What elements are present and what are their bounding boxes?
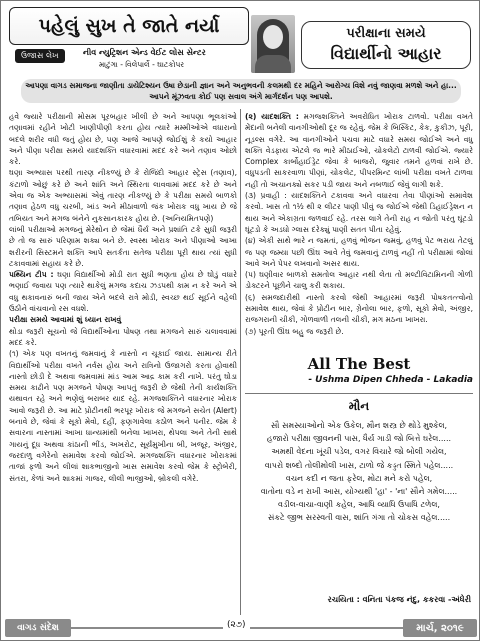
left-paragraph-3: લાંબી પરીક્ષાઓ મગજનું મેરેથોન છે જેમાં ધૈર્ય અને પ્રશાંતિ ટકે સુધી જરૂરી છે તો જ સારું પરિણામ શક્ય બને છે. સ્વસ્થ ખોરાક અને પીણાઓ આખા શરીરની સિસ્ટમને શક્તિ આપે સતર્કતા સતેજ પરીક્ષા પૂરી થાય ત્યાં સુધી ટકાવવામાં સહાય કરે છે.: [9, 224, 237, 268]
magazine-name: વાગડ સંદેશ: [5, 619, 71, 637]
author-photo-body: [255, 55, 291, 73]
topic-line2: વિદ્યાર્થીનો આહાર: [330, 44, 442, 63]
poem-line: વચન કદી ન જતા ફરેલ, મોટા મને કરો પહેલ,: [285, 473, 433, 483]
right-paragraph-6: (૭) પૂરતી ઊંઘ બહુ જ જરૂરી છે.: [245, 326, 344, 336]
clinic-location: માટુંગા - વિલેપાર્લે - ઘાટકોપર: [99, 60, 185, 69]
right-paragraph-5: (૬) સમજદારીથી નાસ્તો કરવો જેથી આહારમાં જરૂરી પોષકતત્ત્વોનો સમાવેશ થાય, જેવાં કે પ્રોટીન બાર, ગ્રેનોલા બાર, ફળો, સૂકો મેવો, અંજીર, રાજગરાની ચીકી, ગોળવાળી તલની ચીકી, મગ મઠના ખાખરા.: [245, 292, 473, 325]
right-column: [245, 111, 473, 337]
right-paragraph-3: (૪) એકી સાથે ભારે ન જમતાં, હળવું ભોજન જમવું, હળવું પેટ ભરાય તેટલું જ પણ જમ્યા પછી ઊંઘ આવે તેવું જમવાનું ટાળવું નહીં તો પરીક્ષામાં જોલાં આવે અને પેપર લખવાનો અસર થાય.: [245, 236, 473, 268]
memory-text: મગજશક્તિને અવરોધિત ખોરાક ટાળવો. પરીક્ષા વખતે મેંદાની બનેલી વાનગીઓથી દૂર જ રહેવું. જેમ કે બિસ્કિટ, કેક, કુકીઝ, પૂરી, નૂડલ્સ વગેરે. આ વાનગીઓને પચવા માટે વધારે સમય જોઈએ અને વધુ શક્તિ વેડફાય એટલે જ ભારે મીઠાઈઓ, ચોકલેટો ટાળવી જોઈએ. જ્યારે Complex કાર્બોહાઈડ્રેટ જેવા કે બાજરો, જુવાર તમને હળવાં રાખે છે. વધુપડતી સાકરવાળા પીણાં, ચોકલેટ, પીપરમિન્ટ લાંબી પરીક્ષા વખતે ટાળવા નહીં તો અચાનક્યે સકર પડી જાય અને નબળાઈ જેવું લાગી શકે.: [245, 112, 473, 189]
clinic-name: નીવ ન્યુટ્રિશન એન્ડ વેઈટ લોસ સેન્ટર: [83, 48, 206, 57]
poem-body: [245, 419, 473, 525]
poem-line: અમથી વેદના ખૂંચી પડેલ, વગર વિચારે જો બોલી ગયેલ,: [271, 447, 447, 457]
author-signature: - Ushma Dipen Chheda - Lakadia: [308, 375, 473, 385]
tip-text: ઘણા વિદ્યાર્થીઓ મોડી રાત સુધી ભણતા હોય છે ઘોડું વધારે ભણાઈ જવાય પણ ત્યારે થાકેલું મગજ કદાચ ઝડપથી કામ ન કરે અને એ વધુ થકાવનારું બની જાય એને બદલે રાત્રે મોડી, સ્વચ્છ થઈ સૂઈને વહેલી ઉઠીને વાંચવાનો રસ વધશે.: [9, 270, 237, 314]
left-paragraph-5: થોડા જરૂરી સૂચનો જે વિદ્યાર્થીઓના પોષણ તથા મગજને સારું ચલાવવામાં મદદ કરે.: [9, 326, 237, 347]
left-paragraph-4: [9, 269, 237, 314]
author-photo: [251, 15, 295, 73]
page-number: (૨૭): [223, 620, 250, 630]
left-paragraph-2: ઘણા અભ્યાસ પરથી તારણ નીકળ્યું છે કે રોજિંદો આહાર સ્ટ્રેસ (તણાવ), કંટાળો ઓછું કરે છે અને શાંતિ અને સ્થિરતા લાવવામાં મદદ કરે છે અને એવા જ એક અભ્યાસમાં એવું તારણ નીકળ્યું છે કે પરીક્ષા સમયે બાળકો તણાવ હેઠળ વધુ ચરબી, ખાંડ અને મીઠાવાળો જંક ખોરાક વધુ ખાય છે જે તબિયત અને મગજ બંનેને નુકસાનકારક હોય છે. (અનિયમિતપણે): [9, 168, 237, 223]
poem-line: સંકટે જીભ સરસ્વતી વાસ, શાંતિ ગંગા તો ચોકસ વહેલ.....: [267, 513, 451, 523]
poem-line: હજારો પરીક્ષા જીવનની પાસ, ધૈર્ય ગાડી જો બિત્તે ઘરેલ.....: [266, 434, 452, 444]
topic-box: [301, 21, 471, 69]
issue-date: માર્ચ, ૨૦૧૯: [403, 619, 477, 637]
column-divider: [240, 109, 241, 615]
column-tag: ઉજાસ લેખ: [15, 49, 65, 63]
left-paragraph-1: હવે જ્યારે પરીક્ષાની મોસમ પૂરબહાર ખીલી છે અને આપણા ભૂલકાંઓ તણાવમાં રહીને ખોટી ખાણીપીણી કરતા હોય ત્યારે મમ્મીઓએ વધારાનો બદલે શરીર વધી જતું હોય છે, પણ આજે આપણે જોઈશું કે કયો આહાર અને પીણા પરીક્ષા સમયે યાદશક્તિ વધારવામાં મદદ કરે અને તણાવ ઓછો કરે.: [9, 112, 237, 167]
topic-line1: પરીક્ષાના સમયે: [346, 26, 426, 41]
memory-label: (૨) યાદશક્તિ :: [245, 112, 299, 121]
section-subhead: પરીક્ષા સમયે આવામાં શું ધ્યાન રાખવું: [9, 315, 122, 325]
all-the-best-heading: All The Best: [307, 355, 411, 373]
intro-bar: આપણા વાગડ સમાજના જાણીતા ડાયેટિશ્યન ઉષા છેડાની જ્ઞાન અને અનુભવની કલમથી દર મહિને આરોગ્ય વિશે નવું જાણવા મળશે અને હા... આપને મૂંઝવતા કોઈ પણ સવાલ અંગે માર્ગદર્શન પણ આપશે.: [21, 79, 461, 103]
column-title: પહેલું સુખ તે જાતે નર્યા: [9, 7, 249, 45]
poem-divider: [245, 393, 473, 394]
tip-label: પથ્યિન ટીપ :: [9, 270, 54, 280]
page-footer: [5, 619, 477, 637]
poem-line: સૌ સમસ્યાઓનો એક ઉકેલ, મૌન શસ્ત્ર છે થોડે મુશ્કેલ,: [270, 421, 448, 430]
left-paragraph-6: (૧) એક પણ વખતનું જમવાનું કે નાસ્તો ન ચૂકાઈ જાય. સામાન્ય રીતે વિદ્યાર્થીઓ પરીક્ષા વખતે નર્વસ હોય અને રાત્રિનો ઉજાગરો કરતા હોવાથી નાસ્તો છોડી દે અથવા જમવામાં માંડ આમ આદ્ર કામ કરી નાખે. પરંતુ ઘોડા સમય કાઢીને પણ મગજને પોષણ આપતું જરૂરી છે જેથી તેની કાર્યશક્તિ યથાવત રહે અને ભણેલું બરાબર યાદ રહે. મગજશક્તિને વધારનાર ખોરાક આવો જરૂરી છે. આ માટે પ્રોટીનથી ભરપૂર ખોરાક જે મગજને સચેત (Alert) બનાવે છે, જેવાં કે સૂકો મેવો, દહીં, ફણગાવેલા કઠોળ અને પનીર. જેમ કે સવારના નાસ્તામાં આખા ધાન્યમાંથી બનેલા ખાખરા, થેપલા અને તેની સાથે ગાયનું દૂધ અથવા કાંઠાની ભીંડ, અખરોટ, સૂર્યમુખીના બી, ખજૂર, અંજીર, જરદાળુ વગેરેનો સમાવેશ કરવો જોઈએ. મગજશક્તિ વધારનાર ખોરાકમાં તાજાં ફળો અને લીલાં શાકભાજીનો ખાસ સમાવેશ કરવો જેમ કે સ્ટ્રોબેરી, સંતરા, કેળાં અને શાકમાં ગાજર, લીલી ભાજીઓ, બ્રોકલી વગેરે.: [9, 349, 237, 483]
right-paragraph-1: [245, 111, 473, 190]
right-paragraph-2: (૩) પ્રવાહી : યાદશક્તિને ટકાવવા અને વધારવા તેવા પીણાંઓ સમાવેશ કરવો. ખાસ તો ૧½ થી ૨ લીટર પાણી પીવું જ જોઈએ જેથી ડિહાઈડ્રેશન ન થાય અને એકાગ્રતા જળવાઈ રહે. તરસ લાગે તેની રાહ ન જોતી પરંતુ ઘૂંટડો ઘૂંટડો કે અડધો ગ્લાસ દરેક્યું પાણી સતત પીતા રહેવું.: [245, 191, 473, 234]
header-left: [9, 7, 249, 71]
author-photo-face: [263, 25, 283, 49]
poem-credit: રચયિતા : વનિતા પંકજ નંદુ, કકરવા -અંધેરી: [327, 595, 471, 604]
poem-line: વાપરો શબ્દો તોલીમોલી ખાસ, ટાળો જે કડ્ડત સ્મિતે પહેલ.....: [264, 460, 454, 470]
poem-line: વડીલ-વાચા-વાણી કહેલ, આધિ વ્યાધિ ઉપાધિ ટળેલ,: [278, 500, 440, 510]
poem-title: મૌન: [348, 399, 370, 413]
right-paragraph-4: (૫) ઘણીવાર બાળકો સમતોલ આહાર નથી લેતા તો મલ્ટીવિટામિનની ગોળી ડોક્ટરને પૂછીને ચાલુ કરી શકાય.: [245, 270, 473, 291]
left-column: [9, 111, 237, 484]
poem-line: વાતોના વડે ન રાખી આસ, યોગ્યથી 'હા' - 'ના' સૌને ગમેલ.....: [260, 487, 458, 497]
